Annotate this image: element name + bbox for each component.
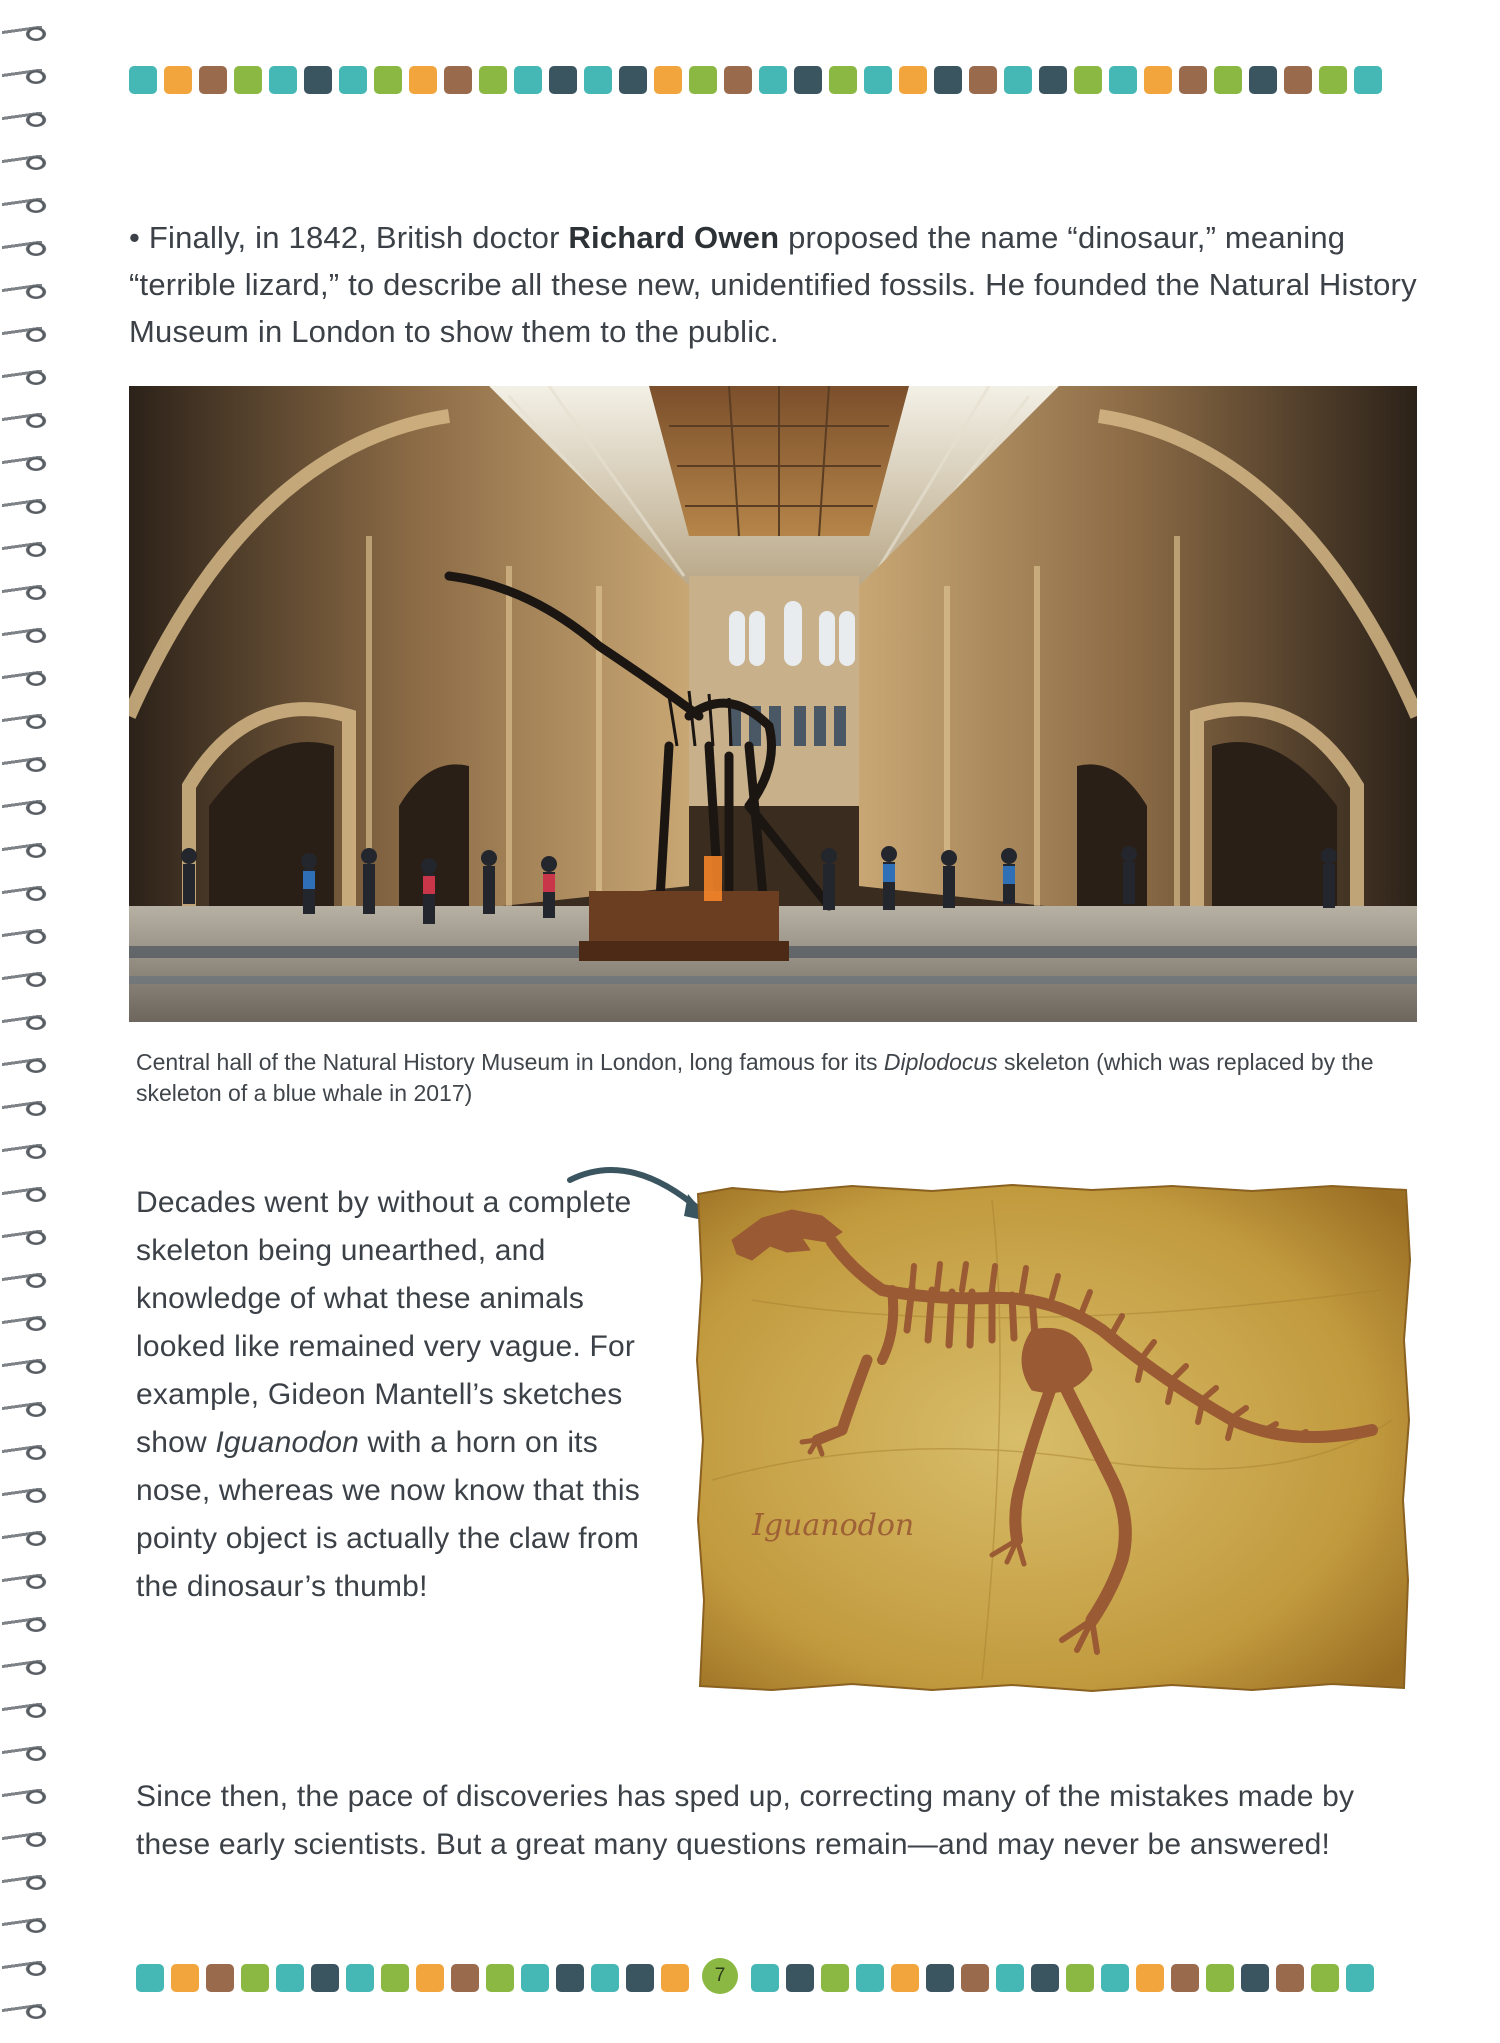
- decor-square: [409, 66, 437, 94]
- decor-square: [199, 66, 227, 94]
- museum-hall-image: [129, 386, 1417, 1022]
- decor-square: [1144, 66, 1172, 94]
- page-number: 7: [702, 1958, 738, 1994]
- decor-square: [486, 1964, 514, 1992]
- iguanodon-label: Iguanodon: [752, 1508, 915, 1543]
- decor-square: [521, 1964, 549, 1992]
- decor-square: [794, 66, 822, 94]
- decor-square: [1354, 66, 1382, 94]
- decor-square: [591, 1964, 619, 1992]
- intro-text-start: • Finally, in 1842, British doctor: [129, 220, 569, 255]
- decor-square: [661, 1964, 689, 1992]
- side-text-start: Decades went by without a complete skeleton being unearthed, and knowledge of what these animals looked like remained very vague. For example, Gideon Mantell’s sketches show: [136, 1186, 636, 1459]
- decor-square: [1249, 66, 1277, 94]
- decor-square: [514, 66, 542, 94]
- spiral-binding: [0, 20, 52, 2030]
- decor-square: [1276, 1964, 1304, 1992]
- bottom-color-strip: [136, 1962, 1374, 1994]
- photo-caption: [136, 1047, 1416, 1109]
- decor-square: [821, 1964, 849, 1992]
- side-iguanodon: Iguanodon: [215, 1426, 359, 1459]
- decor-square: [1311, 1964, 1339, 1992]
- decor-square: [786, 1964, 814, 1992]
- decor-square: [1319, 66, 1347, 94]
- decor-square: [626, 1964, 654, 1992]
- decor-square: [1074, 66, 1102, 94]
- decor-square: [1109, 66, 1137, 94]
- decor-square: [129, 66, 157, 94]
- decor-square: [1066, 1964, 1094, 1992]
- decor-square: [1031, 1964, 1059, 1992]
- decor-square: [1004, 66, 1032, 94]
- museum-hall-photo: [129, 386, 1417, 1022]
- decor-square: [304, 66, 332, 94]
- caption-diplodocus: Diplodocus: [883, 1049, 998, 1075]
- decor-square: [584, 66, 612, 94]
- decor-square: [549, 66, 577, 94]
- decor-square: [969, 66, 997, 94]
- closing-text: Since then, the pace of discoveries has sped up, correcting many of the mistakes made by these early scientists. But a great many questions remain—and may never be answered!: [136, 1780, 1355, 1861]
- decor-square: [1346, 1964, 1374, 1992]
- side-text-end: with a horn on its nose, whereas we now know that this pointy object is actually the claw from the dinosaur’s thumb!: [136, 1426, 640, 1603]
- decor-square: [934, 66, 962, 94]
- decor-square: [961, 1964, 989, 1992]
- closing-paragraph: [136, 1773, 1426, 1869]
- decor-square: [171, 1964, 199, 1992]
- decor-square: [416, 1964, 444, 1992]
- bottom-right-squares: [751, 1964, 1374, 1992]
- decor-square: [1101, 1964, 1129, 1992]
- caption-text-start: Central hall of the Natural History Museum in London, long famous for its: [136, 1049, 884, 1075]
- decor-square: [864, 66, 892, 94]
- decor-square: [269, 66, 297, 94]
- decor-square: [759, 66, 787, 94]
- decor-square: [1284, 66, 1312, 94]
- intro-text-end: proposed the name “dinosaur,” meaning “terrible lizard,” to describe all these new, unidentified fossils. He founded the Natural History Museum in London to show them to the public.: [129, 220, 1417, 349]
- decor-square: [241, 1964, 269, 1992]
- decor-square: [234, 66, 262, 94]
- decor-square: [444, 66, 472, 94]
- decor-square: [926, 1964, 954, 1992]
- decor-square: [311, 1964, 339, 1992]
- side-paragraph: [136, 1179, 656, 1611]
- richard-owen-name: Richard Owen: [568, 220, 780, 255]
- decor-square: [1214, 66, 1242, 94]
- decor-square: [751, 1964, 779, 1992]
- decor-square: [1179, 66, 1207, 94]
- iguanodon-parchment: [692, 1180, 1414, 1695]
- caption-text-end: skeleton (which was replaced by the skeleton of a blue whale in 2017): [136, 1049, 1374, 1106]
- decor-square: [1171, 1964, 1199, 1992]
- decor-square: [276, 1964, 304, 1992]
- decor-square: [619, 66, 647, 94]
- decor-square: [164, 66, 192, 94]
- decor-square: [206, 1964, 234, 1992]
- decor-square: [829, 66, 857, 94]
- decor-square: [1136, 1964, 1164, 1992]
- decor-square: [381, 1964, 409, 1992]
- decor-square: [346, 1964, 374, 1992]
- top-color-strip: [129, 66, 1382, 94]
- decor-square: [374, 66, 402, 94]
- decor-square: [479, 66, 507, 94]
- intro-paragraph: [129, 214, 1429, 355]
- decor-square: [1206, 1964, 1234, 1992]
- decor-square: [1241, 1964, 1269, 1992]
- decor-square: [451, 1964, 479, 1992]
- bottom-left-squares: [136, 1964, 689, 1992]
- decor-square: [1039, 66, 1067, 94]
- decor-square: [556, 1964, 584, 1992]
- decor-square: [654, 66, 682, 94]
- decor-square: [856, 1964, 884, 1992]
- decor-square: [136, 1964, 164, 1992]
- decor-square: [689, 66, 717, 94]
- decor-square: [724, 66, 752, 94]
- decor-square: [996, 1964, 1024, 1992]
- decor-square: [339, 66, 367, 94]
- decor-square: [899, 66, 927, 94]
- decor-square: [891, 1964, 919, 1992]
- iguanodon-skeleton-illustration: [692, 1180, 1414, 1695]
